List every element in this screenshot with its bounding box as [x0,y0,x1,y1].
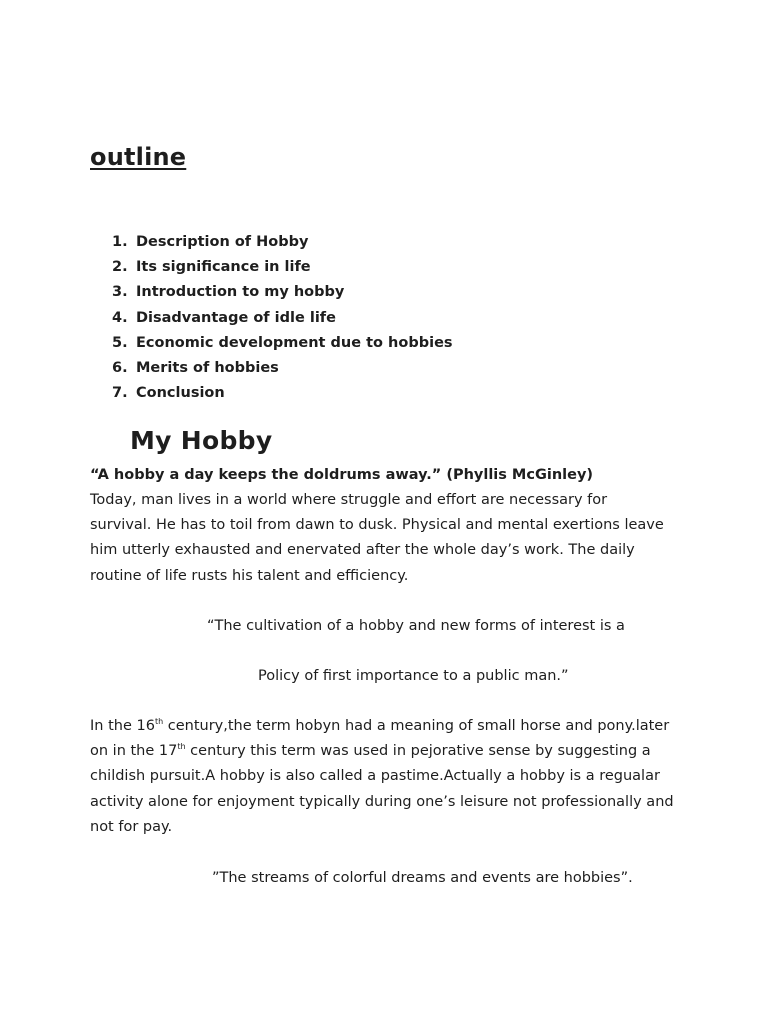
paragraph-line: routine of life rusts his talent and efficiency. [90,567,409,584]
outline-item-text: Its significance in life [136,259,311,276]
paragraph-line [90,714,674,739]
outline-item-text: Merits of hobbies [136,359,279,376]
outline-item-text: Description of Hobby [136,234,309,250]
outline-item-text: Disadvantage of idle life [136,309,336,326]
outline-list [112,230,453,406]
outline-item-number: 7. [112,385,128,402]
text-run: In the 16 [90,718,155,734]
outline-item-number: 1. [112,234,128,250]
outline-item-number: 5. [112,334,128,351]
outline-item [112,280,453,305]
paragraph-line: childish pursuit.A hobby is also called a pastime.Actually a hobby is a regualar [90,768,660,785]
essay-title: My Hobby [130,426,273,455]
outline-item [112,356,453,381]
paragraph-line: not for pay. [90,818,173,835]
ordinal-suffix: th [154,717,164,727]
block-quote-line: “The cultivation of a hobby and new forms of interest is a [207,618,625,634]
outline-item-number: 6. [112,359,128,376]
text-run: century this term was used in pejorative sense by suggesting a [185,743,651,760]
intro-paragraph [90,488,664,589]
outline-item-number: 2. [112,259,128,276]
text-run: century,the term hobyn had a meaning of small horse and pony.later [163,718,670,734]
paragraph-line: Today, man lives in a world where struggle and effort are necessary for [90,492,608,508]
outline-item [112,255,453,280]
outline-item [112,331,453,356]
epigraph-quote: “A hobby a day keeps the doldrums away.” (Phyllis McGinley) [90,467,594,483]
outline-item [112,306,453,331]
paragraph-line [90,739,674,764]
outline-heading: outline [90,143,187,171]
outline-item-number: 3. [112,284,128,301]
history-paragraph [90,714,674,840]
outline-item-text: Introduction to my hobby [136,284,345,301]
outline-item-text: Conclusion [136,385,225,402]
block-quote-line: Policy of first importance to a public man.” [258,668,569,684]
text-run: on in the 17 [90,743,178,760]
outline-item-text: Economic development due to hobbies [136,334,453,351]
closing-quote: ”The streams of colorful dreams and events are hobbies”. [212,870,633,886]
outline-item [112,381,453,406]
outline-item [112,230,453,255]
paragraph-line: him utterly exhausted and enervated after the whole day’s work. The daily [90,542,635,559]
outline-item-number: 4. [112,309,128,326]
paragraph-line: activity alone for enjoyment typically during one’s leisure not professionally and [90,793,674,810]
paragraph-line: survival. He has to toil from dawn to dusk. Physical and mental exertions leave [90,517,664,534]
ordinal-suffix: th [177,742,186,752]
